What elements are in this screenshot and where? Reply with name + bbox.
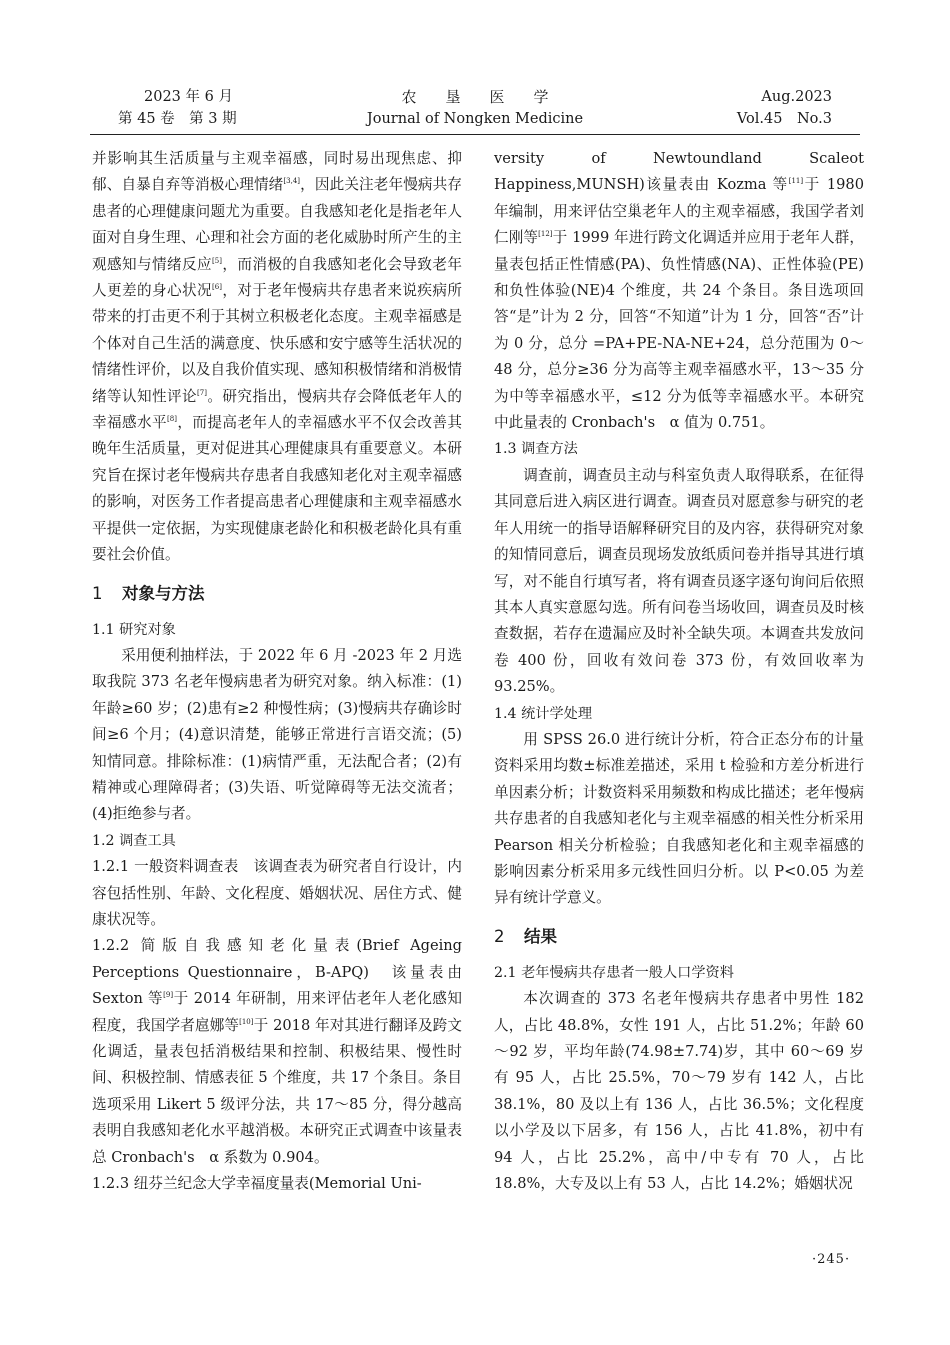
subsection-heading-1-4: 1.4 统计学处理 xyxy=(494,705,593,722)
subsection-heading-1-1: 1.1 研究对象 xyxy=(92,621,176,638)
header-volume-en: Vol.45 No.3 xyxy=(736,111,832,127)
paragraph-1-2-2: 1.2.2 简版自我感知老化量表(Brief Ageing Perceptions Questionnaire，B-APQ) 该量表由 Sexton 等[9]于 2014 年研制，用来评估老年人老化感知程度，我国学者扈娜等[10]于 2018 年对其进行翻译及跨文化调适，量表包括消极结果和控制、积极结果、慢性时间、积极控制、情感表征 5 个维度，共 17 个条目。条目选项采用 Likert 5 级评分法，共 17～85 分，得分越高表明自我感知老化水平越消极。本研究正式调查中该量表总 Cronbach's α 系数为 0.904。 xyxy=(92,937,462,1166)
paragraph-1-1: 采用便利抽样法，于 2022 年 6 月 -2023 年 2 月选取我院 373 名老年慢病患者为研究对象。纳入标准：(1)年龄≥60 岁；(2)患有≥2 种慢性病；(3)慢病共存确诊时间≥6 个月；(4)意识清楚，能够正常进行言语交流；(5)知情同意。排除标准：(1)病情严重，无法配合者；(2)有精神或心理障碍者；(3)失语、听觉障碍等无法交流者；(4)拒绝参与者。 xyxy=(92,646,462,823)
journal-title-cn: 农垦医学 xyxy=(401,88,578,106)
header-volume: 第 45 卷 第 3 期 xyxy=(118,111,237,127)
paragraph-1-4: 用 SPSS 26.0 进行统计分析，符合正态分布的计量资料采用均数±标准差描述，采用 t 检验和方差分析进行单因素分析；计数资料采用频数和构成比描述；老年慢病共存患者的自我感知老化与主观幸福感的相关性分析采用 Pearson 相关分析检验；自我感知老化和主观幸福感的影响因素分析采用多元线性回归分析。以 P<0.05 为差异有统计学意义。 xyxy=(494,730,864,907)
paragraph-1-3: 调查前，调查员主动与科室负责人取得联系，在征得其同意后进入病区进行调查。调查员对愿意参与研究的老年人用统一的指导语解释研究目的及内容，获得研究对象的知情同意后，调查员现场发放纸质问卷并指导其进行填写，对不能自行填写者，将有调查员逐字逐句询问后依照其本人真实意愿勾选。所有问卷当场收回，调查员及时核查数据，若存在遗漏应及时补全缺失项。本调查共发放问卷 400 份，回收有效问卷 373 份，有效回收率为 93.25%。 xyxy=(494,466,864,696)
page-number: ·245· xyxy=(812,1252,851,1267)
intro-paragraph: 并影响其生活质量与主观幸福感，同时易出现焦虑、抑郁、自暴自弃等消极心理情绪[3,4]，因此关注老年慢病共存患者的心理健康问题尤为重要。自我感知老化是指老年人面对自身生理、心理和社会方面的老化威胁时所产生的主观感知与情绪反应[5]，而消极的自我感知老化会导致老年人更差的身心状况[6]，对于老年慢病共存患者来说疾病所带来的打击更不利于其树立积极老化态度。主观幸福感是个体对自己生活的满意度、快乐感和安宁感等生活状况的情绪性评价，以及自我价值实现、感知积极情绪和消极情绪等认知性评论[7]。研究指出，慢病共存会降低老年人的幸福感水平[8]，而提高老年人的幸福感水平不仅会改善其晚年生活质量，更对促进其心理健康具有重要意义。本研究旨在探讨老年慢病共存患者自我感知老化对主观幸福感的影响，对医务工作者提高患者心理健康和主观幸福感水平提供一定依据，为实现健康老龄化和积极老龄化具有重要社会价值。 xyxy=(92,150,462,564)
header-rule xyxy=(90,134,860,135)
paragraph-2-1: 本次调查的 373 名老年慢病共存患者中男性 182 人，占比 48.8%，女性 191 人，占比 51.2%；年龄 60～92 岁，平均年龄(74.98±7.74)岁，其中 60～69 岁有 95 人，占比 25.5%，70～79 岁有 142 人，占比 38.1%，80 及以上有 136 人，占比 36.5%；文化程度以小学及以下居多，有 156 人，占比 41.8%，初中有 94 人，占比 25.2%，高中/中专有 70 人，占比 18.8%，大专及以上有 53 人，占比 14.2%；婚姻状况 xyxy=(494,990,864,1193)
journal-title-en: Journal of Nongken Medicine xyxy=(366,111,584,127)
paragraph-1-2-3-cont: versity of Newtoundland Scaleot Happiness,MUNSH)该量表由 Kozma 等[11]于 1980 年编制，用来评估空巢老年人的主观幸福感，我国学者刘仁刚等[12]于 1999 年进行跨文化调适并应用于老年人群，量表包括正性情感(PA)、负性情感(NA)、正性体验(PE)和负性体验(NE)4 个维度，共 24 个条目。条目选项回答“是”计为 2 分，回答“不知道”计为 1 分，回答“否”计为 0 分，总分 =PA+PE-NA-NE+24，总分范围为 0～48 分，总分≥36 分为高等主观幸福感水平，13～35 分为中等幸福感水平，≤12 分为低等幸福感水平。本研究中此量表的 Cronbach's α 值为 0.751。 xyxy=(494,150,864,432)
left-column xyxy=(92,146,462,1197)
section-heading-1: 1 对象与方法 xyxy=(92,583,205,603)
paragraph-1-2-3-start: 1.2.3 纽芬兰纪念大学幸福度量表(Memorial Uni- xyxy=(92,1175,422,1193)
header-issue-info-en xyxy=(732,86,832,130)
subsection-heading-2-1: 2.1 老年慢病共存患者一般人口学资料 xyxy=(494,964,734,981)
paragraph-1-2-1: 1.2.1 一般资料调查表 该调查表为研究者自行设计，内容包括性别、年龄、文化程度、婚姻状况、居住方式、健康状况等。 xyxy=(92,858,462,928)
header-date-en: Aug.2023 xyxy=(761,89,832,105)
subsection-heading-1-2: 1.2 调查工具 xyxy=(92,832,176,849)
header-date: 2023 年 6 月 xyxy=(144,89,233,105)
right-column xyxy=(494,146,864,1197)
subsection-heading-1-3: 1.3 调查方法 xyxy=(494,441,578,458)
section-heading-2: 2 结果 xyxy=(494,926,557,946)
